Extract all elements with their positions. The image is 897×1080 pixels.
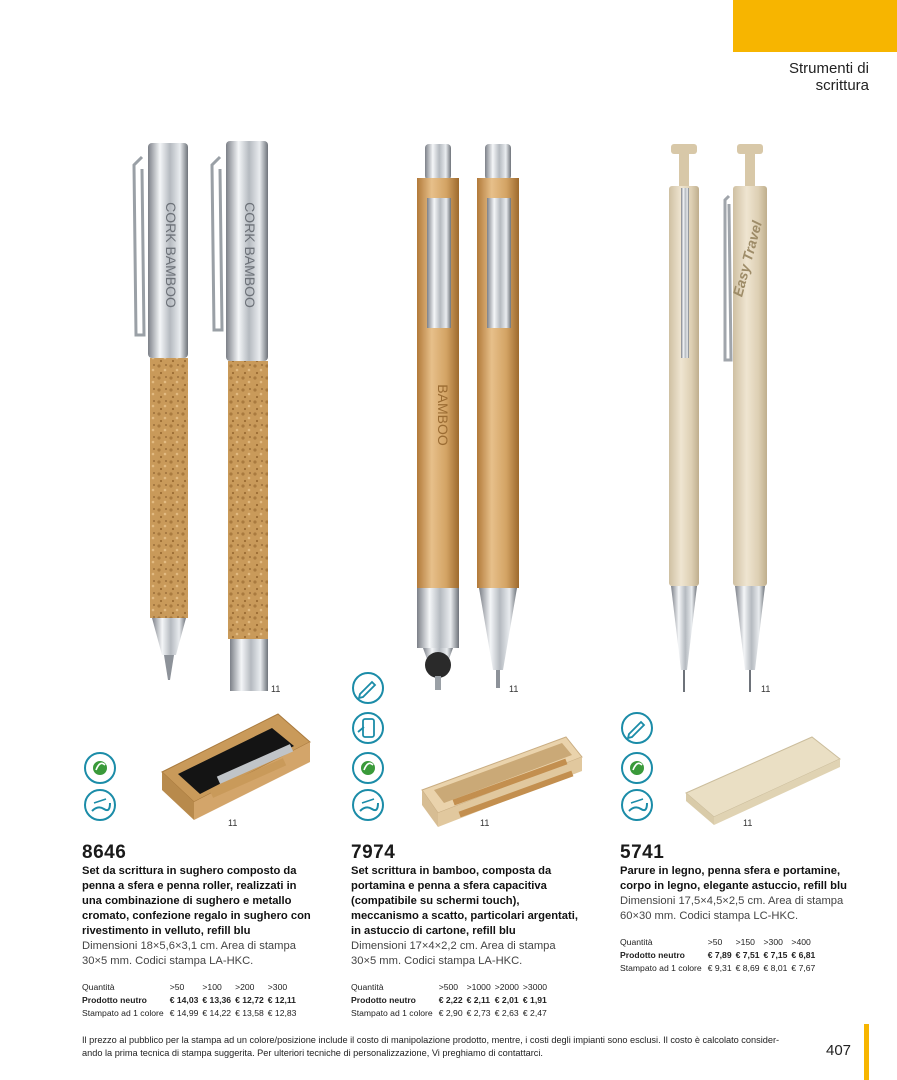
box-label-8646: 11 (228, 818, 238, 828)
pencil-icon (621, 712, 653, 744)
section-tab (733, 0, 897, 52)
section-title-line1: Strumenti di (788, 60, 869, 77)
engraving-8646-a: CORK BAMBOO (163, 202, 179, 308)
touchscreen-icon (352, 712, 384, 744)
section-title-line2: scrittura (815, 77, 869, 94)
image-label-5741: 11 (761, 684, 771, 694)
product-5741-pens-image (655, 140, 785, 695)
price-table: Quantità >50 >100 >200 >300 Prodotto neutro € 14,03 € 13,36 € 12,72 € 12,11 Stampato ad 1 colore € 14,99 € 14,22 € 13,58 € 12,83 (82, 982, 297, 1018)
product-code: 7974 (351, 842, 396, 863)
product-description: Set da scrittura in sughero composto da penna a sfera e penna roller, realizzati in una combinazione di sughero e metallo cromato, confezione regalo in sughero con rivestimento in velluto, refill blu (82, 865, 311, 937)
section-title (789, 60, 869, 94)
product-block-5741 (620, 842, 875, 975)
engraving-7974: BAMBOO (435, 384, 451, 446)
product-dimensions: Dimensioni 18×5,6×3,1 cm. Area di stampa 30×5 mm. Codici stampa LA-HKC. (82, 940, 296, 967)
eco-icon (84, 752, 116, 784)
pencil-icon (352, 672, 384, 704)
price-table: Quantità >50 >150 >300 >400 Prodotto neutro € 7,89 € 7,51 € 7,15 € 6,81 Stampato ad 1 colore € 9,31 € 8,69 € 8,01 € 7,67 (620, 937, 816, 973)
product-8646-pens-image (120, 135, 290, 695)
engraving-5741: Easy Travel (729, 219, 765, 299)
eco-icon (621, 752, 653, 784)
box-label-7974: 11 (480, 818, 490, 828)
page-bar (864, 1024, 869, 1080)
eco-icon (352, 752, 384, 784)
footer-note: Il prezzo al pubblico per la stampa ad un colore/posizione include il costo di manipolazione prodotto, mentre, i costi degli impianti sono esclusi. Il costo è calcolato consider- ando la prima tecnica di stampa suggerita. Per ulteriori tecniche di personalizzazione, Vi preghiamo di contattarci. (82, 1035, 780, 1058)
refill-blue-icon (84, 789, 116, 821)
engraving-8646-b: CORK BAMBOO (242, 202, 258, 308)
page-number: 407 (826, 1042, 852, 1059)
box-label-5741: 11 (743, 818, 753, 828)
product-5741-box-image (684, 735, 842, 827)
product-description: Parure in legno, penna sfera e portamine, corpo in legno, elegante astuccio, refill blu (620, 865, 847, 892)
price-table: Quantità >500 >1000 >2000 >3000 Prodotto neutro € 2,22 € 2,11 € 2,01 € 1,91 Stampato ad 1 colore € 2,90 € 2,73 € 2,63 € 2,47 (351, 982, 548, 1018)
product-dimensions: Dimensioni 17,5×4,5×2,5 cm. Area di stampa 60×30 mm. Codici stampa LC-HKC. (620, 895, 844, 922)
product-7974-pens-image (405, 140, 535, 695)
product-description: Set scrittura in bamboo, composta da portamina e penna a sfera capacitiva (compatibile su schermi touch), meccanismo a scatto, particolari argentati, in astuccio di cartone, refill blu (351, 865, 578, 937)
product-block-8646 (82, 842, 337, 1020)
product-code: 8646 (82, 842, 127, 863)
image-label-7974: 11 (509, 684, 519, 694)
product-8646-box-image (160, 712, 312, 824)
refill-blue-icon (621, 789, 653, 821)
product-code: 5741 (620, 842, 665, 863)
product-dimensions: Dimensioni 17×4×2,2 cm. Area di stampa 30×5 mm. Codici stampa LA-HKC. (351, 940, 556, 967)
refill-blue-icon (352, 789, 384, 821)
product-block-7974 (351, 842, 606, 1020)
image-label-8646: 11 (271, 684, 281, 694)
product-7974-box-image (420, 735, 584, 830)
